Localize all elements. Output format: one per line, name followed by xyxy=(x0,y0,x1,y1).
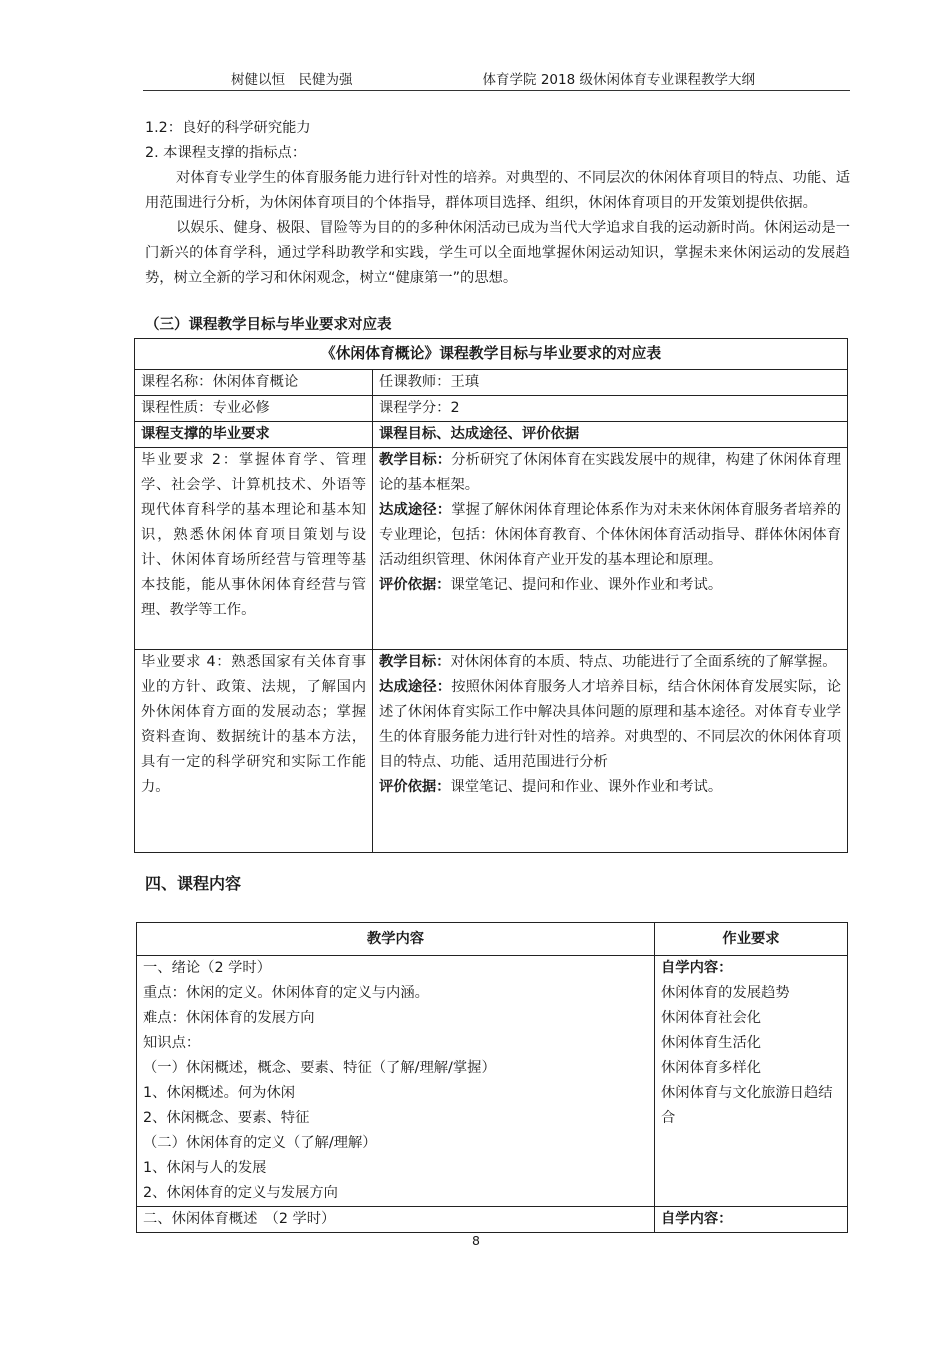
course-name-cell: 课程名称：休闲体育概论 xyxy=(135,370,373,396)
header-doc-title: 体育学院 2018 级休闲体育专业课程教学大纲 xyxy=(482,72,755,88)
paragraph-1-2: 1.2：良好的科学研究能力 xyxy=(145,120,311,136)
content-line: 一、绪论（2 学时） xyxy=(143,960,272,976)
teacher-cell: 任课教师：王瑱 xyxy=(373,370,848,396)
path-label: 达成途径： xyxy=(379,502,452,518)
path-label: 达成途径： xyxy=(379,679,452,695)
homework-line: 休闲体育生活化 xyxy=(661,1035,762,1051)
goal-label: 教学目标： xyxy=(379,654,451,670)
course-nature-cell: 课程性质：专业必修 xyxy=(135,396,373,422)
section-3-title: （三）课程教学目标与毕业要求对应表 xyxy=(145,317,392,333)
content-line: 1、休闲与人的发展 xyxy=(143,1160,267,1176)
paragraph-indicator-heading: 2. 本课程支撑的指标点： xyxy=(145,145,307,161)
content-row-2: 二、休闲体育概述 （2 学时） xyxy=(137,1207,655,1233)
eval-text: 课堂笔记、提问和作业、课外作业和考试。 xyxy=(450,577,723,593)
homework-label: 自学内容： xyxy=(661,960,733,976)
goal-2-cell xyxy=(373,448,848,650)
content-header: 教学内容 xyxy=(137,923,655,956)
page-number: 8 xyxy=(472,1233,480,1248)
requirement-2-cell: 毕业要求 2：掌握体育学、管理学、社会学、计算机技术、外语等现代体育科学的基本理论和基本知识，熟悉休闲体育项目策划与设计、休闲体育场所经营与管理等基本技能，能从事休闲体育经营与管理、教学等工作。 xyxy=(135,448,373,650)
homework-line: 休闲体育与文化旅游日趋结合 xyxy=(661,1085,833,1126)
path-text: 掌握了解休闲体育理论体系作为对未来休闲体育服务者培养的专业理论，包括：休闲体育教育、个体休闲体育活动指导、群体休闲体育活动组织管理、休闲体育产业开发的基本理论和原理。 xyxy=(379,502,842,568)
content-row-1 xyxy=(137,956,655,1207)
content-table xyxy=(136,922,848,1233)
section-4-title: 四、课程内容 xyxy=(145,874,242,893)
goal-4-teaching xyxy=(379,650,841,675)
path-text: 按照休闲体育服务人才培养目标，结合休闲体育发展实际，论述了休闲体育实际工作中解决具体问题的原理和基本途径。对体育专业学生的体育服务能力进行针对性的培养。对典型的、不同层次的休闲体育项目的特点、功能、适用范围进行分析 xyxy=(379,679,842,770)
goal-text: 对休闲体育的本质、特点、功能进行了全面系统的了解掌握。 xyxy=(450,654,837,670)
eval-text: 课堂笔记、提问和作业、课外作业和考试。 xyxy=(450,779,723,795)
homework-row-1 xyxy=(655,956,848,1207)
goal-2-path xyxy=(379,498,841,573)
homework-line: 休闲体育社会化 xyxy=(661,1010,762,1026)
goal-4-eval xyxy=(379,775,841,800)
content-line: 知识点： xyxy=(143,1035,201,1051)
body-text xyxy=(145,116,850,291)
requirement-4-cell: 毕业要求 4：熟悉国家有关体育事业的方针、政策、法规，了解国内外休闲体育方面的发展动态；掌握资料查询、数据统计的基本方法，具有一定的科学研究和实际工作能力。 xyxy=(135,650,373,853)
goal-text: 分析研究了休闲体育在实践发展中的规律，构建了休闲体育理论的基本框架。 xyxy=(379,452,842,493)
mapping-table xyxy=(134,338,848,853)
content-line: 2、休闲体育的定义与发展方向 xyxy=(143,1185,338,1201)
content-line: 2、休闲概念、要素、特征 xyxy=(143,1110,310,1126)
credits-cell: 课程学分：2 xyxy=(373,396,848,422)
goal-4-path xyxy=(379,675,841,775)
paragraph-indicator-desc: 对体育专业学生的体育服务能力进行针对性的培养。对典型的、不同层次的休闲体育项目的特点、功能、适用范围进行分析，为休闲体育项目的个体指导，群体项目选择、组织，休闲体育项目的开发策划提供依据。 xyxy=(145,170,850,211)
goal-2-eval xyxy=(379,573,841,598)
goal-2-teaching xyxy=(379,448,841,498)
header-motto: 树健以恒 民健为强 xyxy=(231,72,353,88)
eval-label: 评价依据： xyxy=(379,779,451,795)
requirement-header: 课程支撑的毕业要求 xyxy=(135,422,373,448)
goal-header: 课程目标、达成途径、评价依据 xyxy=(373,422,848,448)
goal-4-cell xyxy=(373,650,848,853)
content-line: 重点：休闲的定义。休闲体育的定义与内涵。 xyxy=(143,985,429,1001)
content-line: 难点：休闲体育的发展方向 xyxy=(143,1010,315,1026)
homework-header: 作业要求 xyxy=(655,923,848,956)
mapping-table-caption: 《休闲体育概论》课程教学目标与毕业要求的对应表 xyxy=(135,339,848,370)
content-line: （一）休闲概述，概念、要素、特征（了解/理解/掌握） xyxy=(143,1060,496,1076)
homework-line: 休闲体育的发展趋势 xyxy=(661,985,790,1001)
paragraph-leisure-sports: 以娱乐、健身、极限、冒险等为目的的多种休闲活动已成为当代大学追求自我的运动新时尚。休闲运动是一门新兴的体育学科，通过学科助教学和实践，学生可以全面地掌握休闲运动知识，掌握未来休闲运动的发展趋势，树立全新的学习和休闲观念，树立“健康第一”的思想。 xyxy=(145,220,850,286)
homework-line: 休闲体育多样化 xyxy=(661,1060,762,1076)
page-header xyxy=(143,64,850,91)
content-line: 1、休闲概述。何为休闲 xyxy=(143,1085,296,1101)
eval-label: 评价依据： xyxy=(379,577,451,593)
content-line: （二）休闲体育的定义（了解/理解） xyxy=(143,1135,377,1151)
homework-row-2: 自学内容： xyxy=(655,1207,848,1233)
goal-label: 教学目标： xyxy=(379,452,452,468)
